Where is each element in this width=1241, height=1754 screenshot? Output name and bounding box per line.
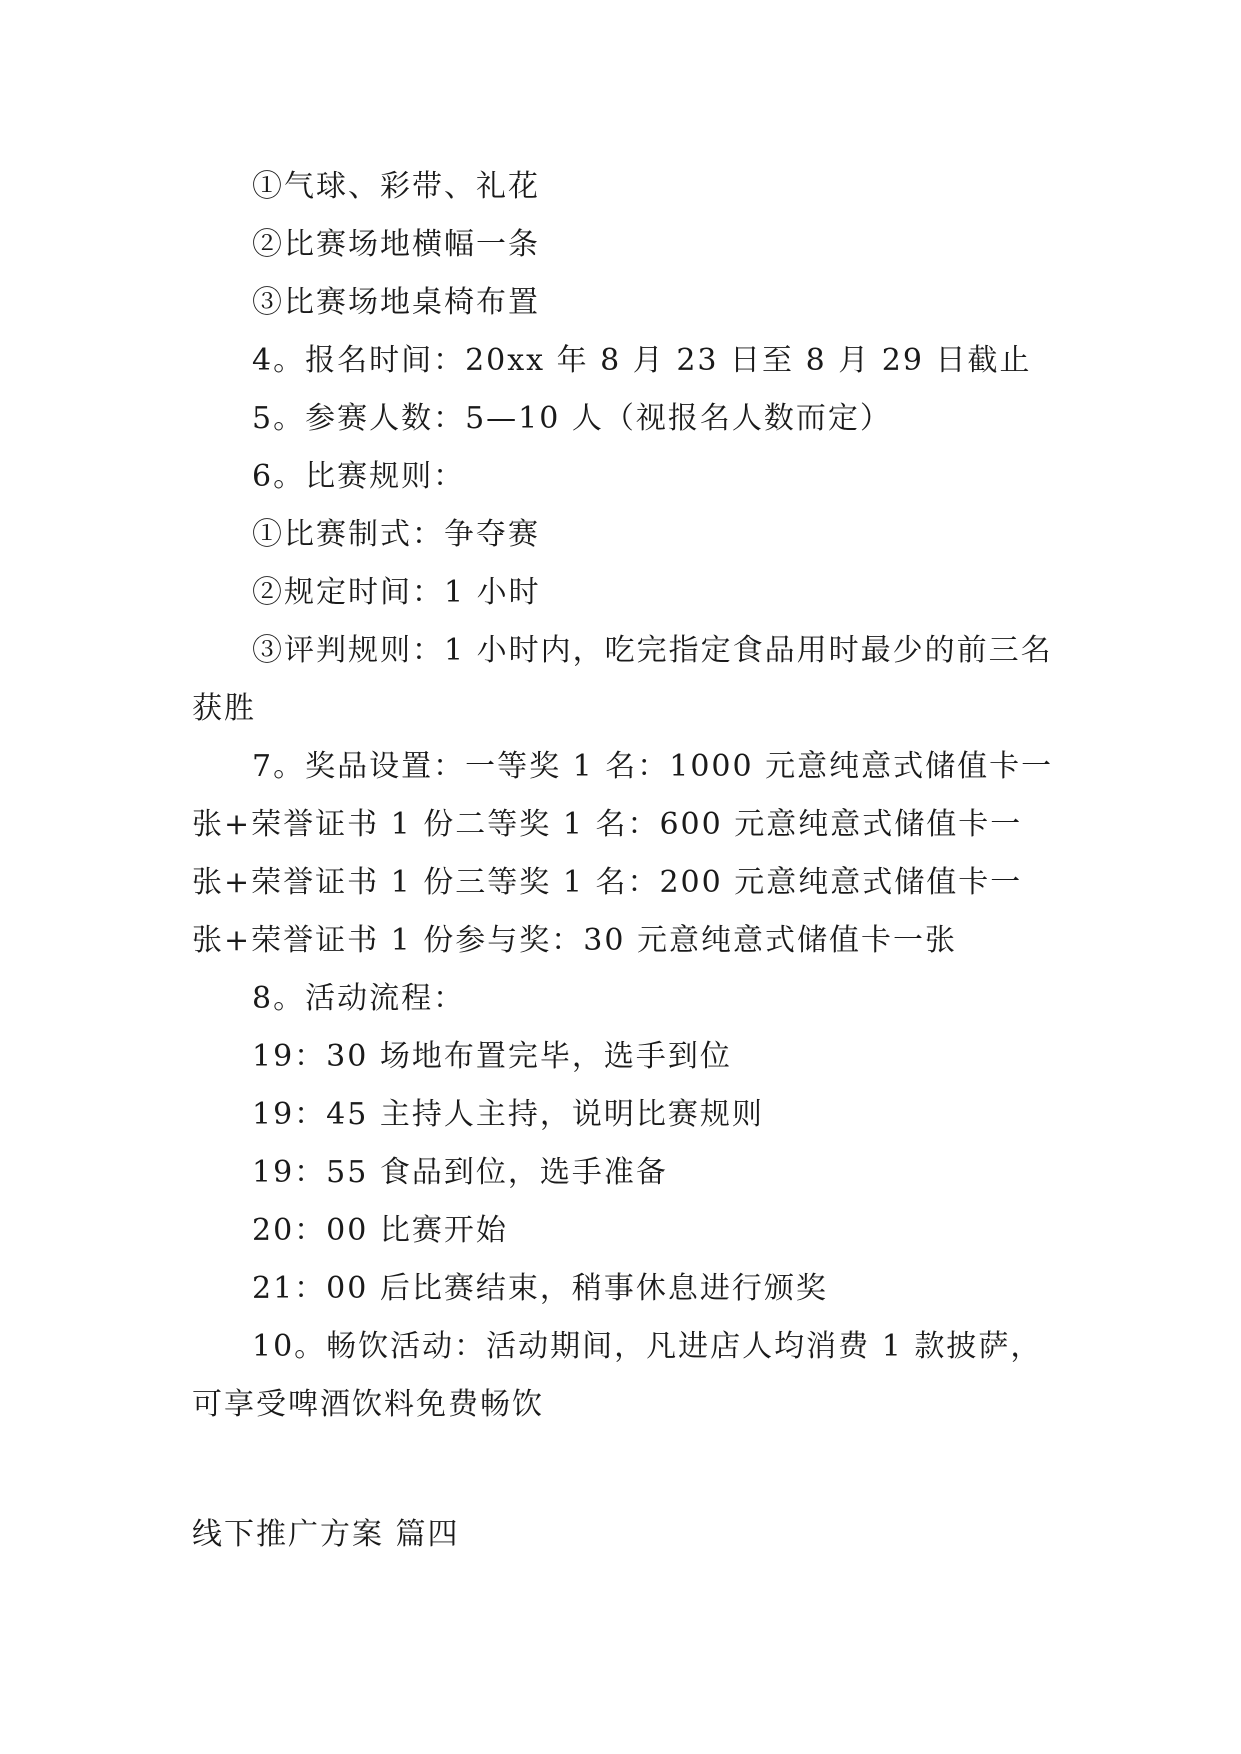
schedule-item: 19：55 食品到位，选手准备: [252, 1155, 668, 1190]
section-title: 线下推广方案 篇四: [192, 1517, 460, 1552]
rule-format: ①比赛制式：争夺赛: [252, 517, 540, 552]
list-item-decorations-3: ③比赛场地桌椅布置: [252, 285, 540, 320]
participant-count: 5。参赛人数：5—10 人（视报名人数而定）: [252, 401, 892, 436]
schedule-item: 19：45 主持人主持，说明比赛规则: [252, 1097, 764, 1132]
drinks-activity: 10。畅饮活动：活动期间，凡进店人均消费 1 款披萨，可享受啤酒饮料免费畅饮: [192, 1329, 1043, 1422]
schedule-item: 19：30 场地布置完毕，选手到位: [252, 1039, 732, 1074]
schedule-item: 20：00 比赛开始: [252, 1213, 508, 1248]
prize-settings: 7。奖品设置：一等奖 1 名：1000 元意纯意式储值卡一张+荣誉证书 1 份二等奖 1 名：600 元意纯意式储值卡一张+荣誉证书 1 份三等奖 1 名：200 元意纯意式储值卡一张+荣誉证书 1 份参与奖：30 元意纯意式储值卡一张: [192, 749, 1054, 958]
event-flow-heading: 8。活动流程：: [252, 981, 466, 1016]
document-body: [192, 158, 1054, 1434]
list-item-decorations-2: ②比赛场地横幅一条: [252, 227, 540, 262]
rule-time-limit: ②规定时间：1 小时: [252, 575, 541, 610]
rule-judging: ③评判规则：1 小时内，吃完指定食品用时最少的前三名获胜: [192, 633, 1053, 726]
registration-time: 4。报名时间：20xx 年 8 月 23 日至 8 月 29 日截止: [252, 343, 1032, 378]
list-item-decorations-1: ①气球、彩带、礼花: [252, 169, 540, 204]
schedule-item: 21：00 后比赛结束，稍事休息进行颁奖: [252, 1271, 828, 1306]
competition-rules-heading: 6。比赛规则：: [252, 459, 466, 494]
